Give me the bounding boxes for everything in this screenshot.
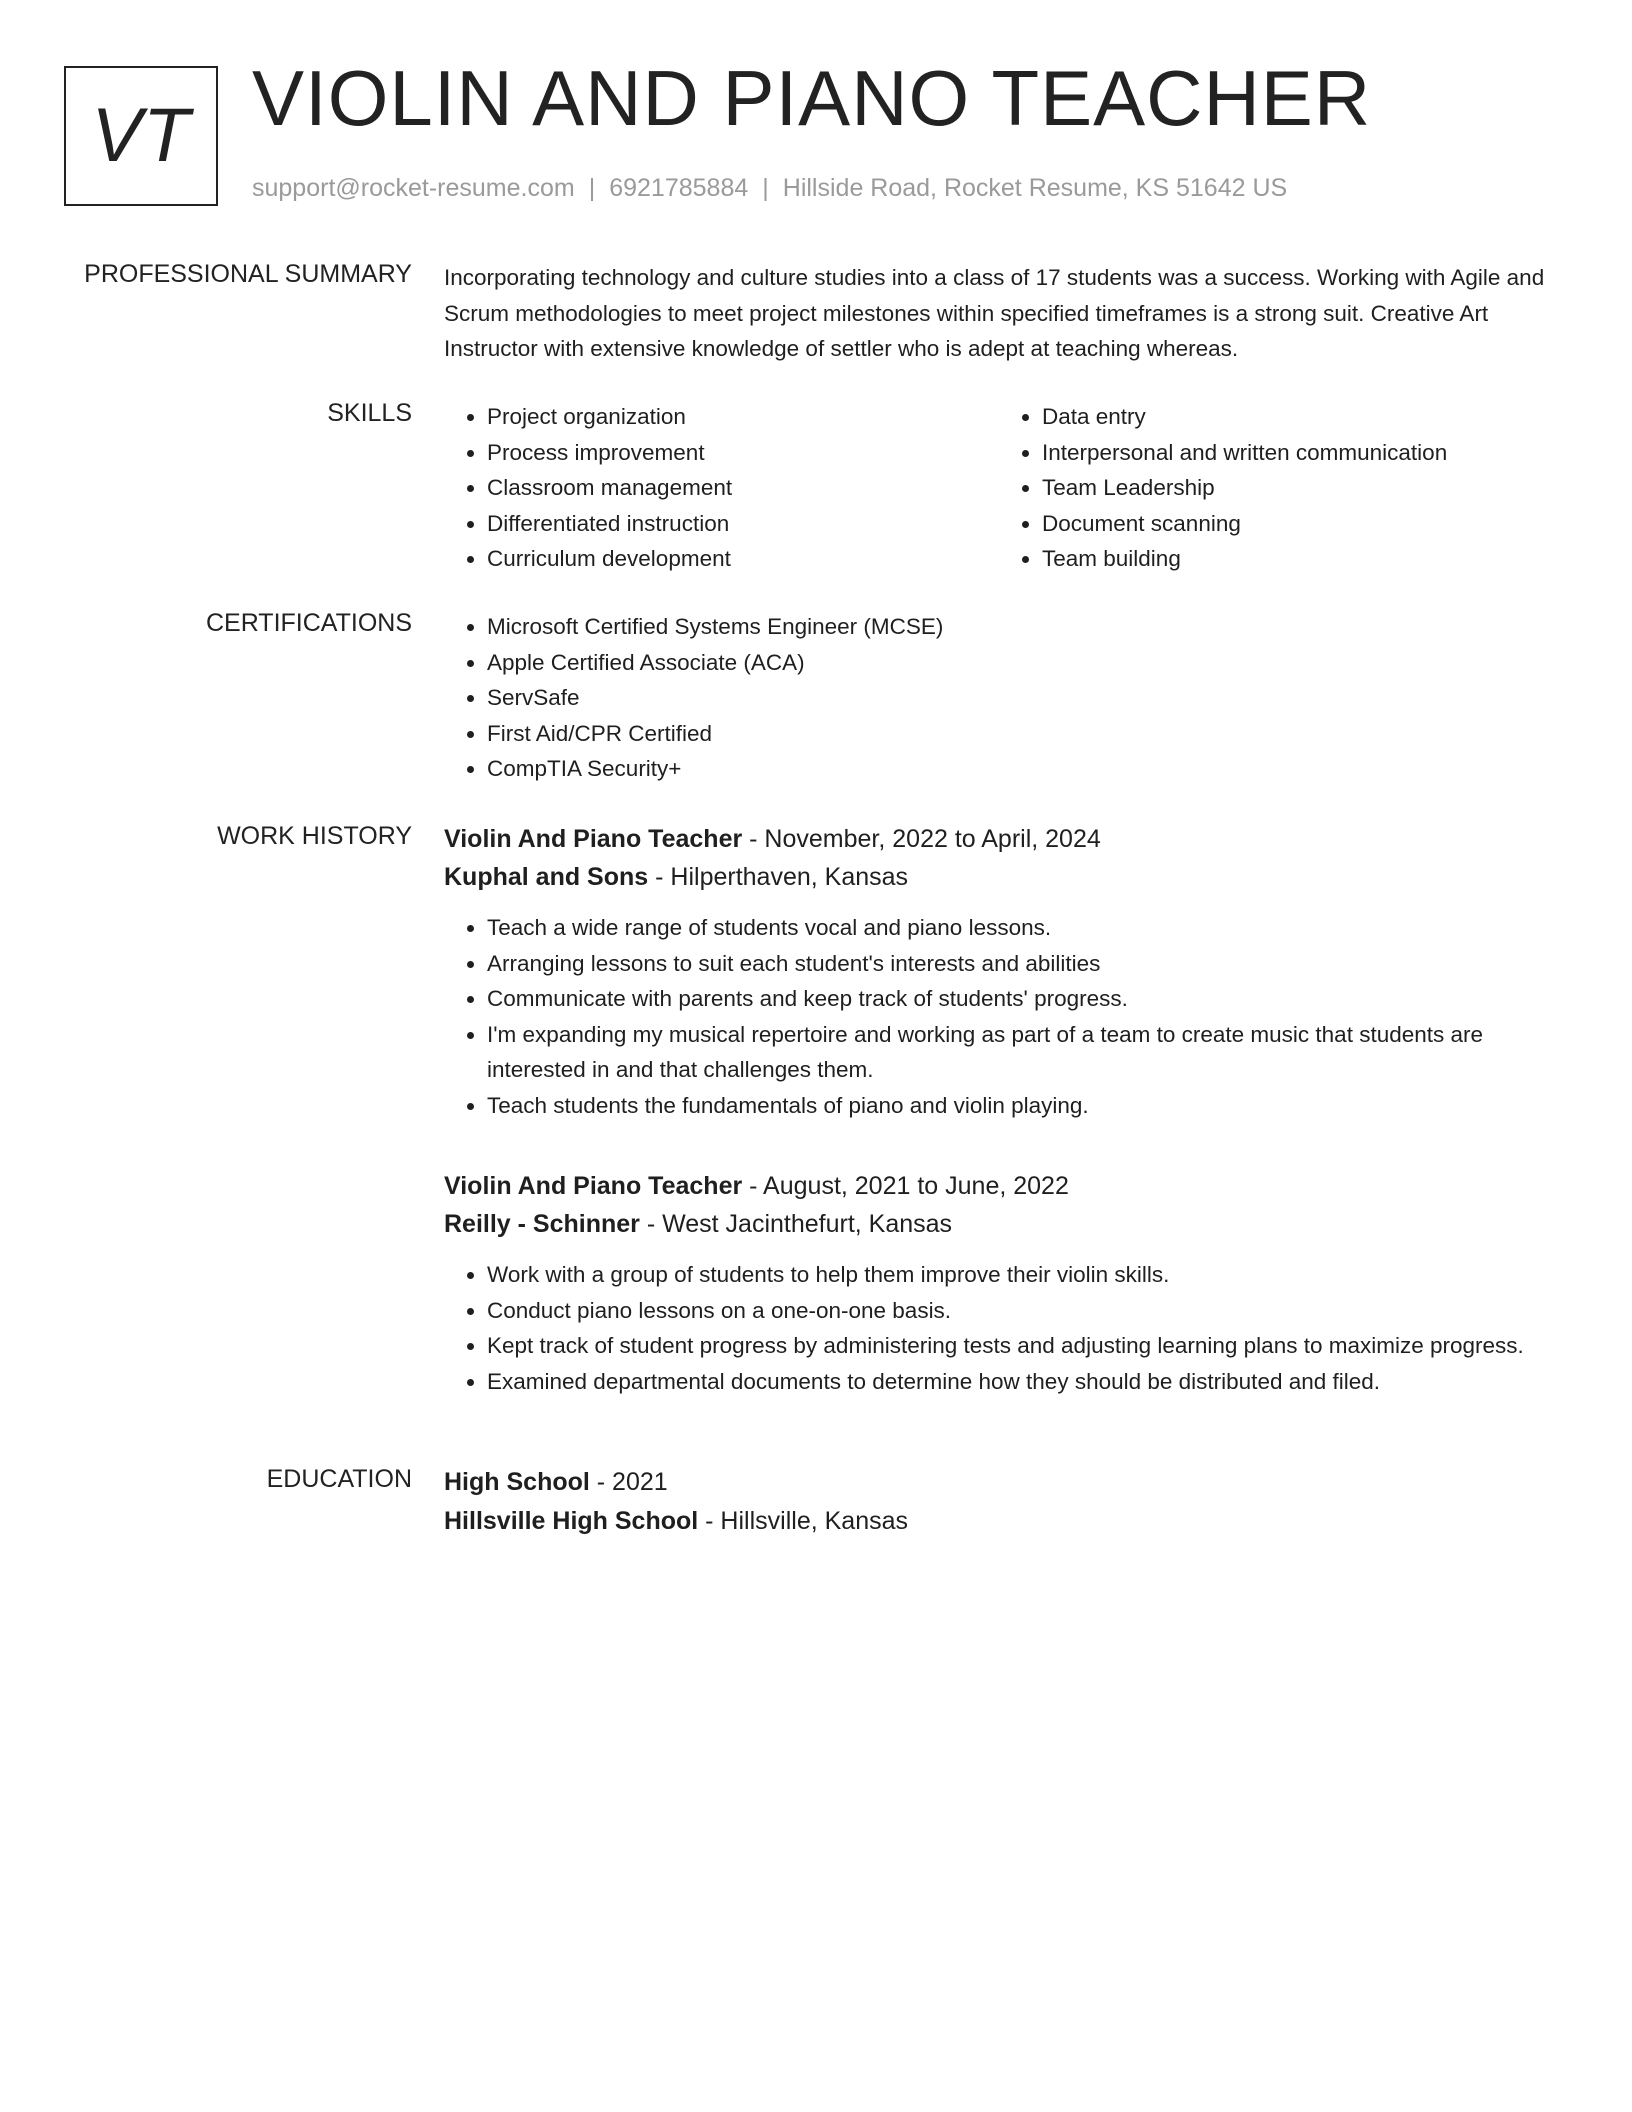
job-company: Kuphal and Sons — [444, 863, 649, 891]
job-bullet: • Communicate with parents and keep track of students' progress. — [487, 981, 1554, 1017]
job-dates: - November, 2022 to April, 2024 — [742, 825, 1101, 853]
skills-column-1 — [444, 399, 999, 577]
job-title: Violin And Piano Teacher — [444, 1172, 743, 1200]
job-bullet: • Teach students the fundamentals of piano and violin playing. — [487, 1088, 1554, 1124]
job-bullet: • Conduct piano lessons on a one-on-one basis. — [487, 1293, 1554, 1329]
section-label-education: EDUCATION — [266, 1465, 412, 1493]
job-company: Reilly - Schinner — [444, 1210, 640, 1238]
contact-phone[interactable]: 6921785884 — [609, 174, 749, 202]
skill-item: • Classroom management — [487, 470, 999, 506]
education-degree: High School — [444, 1468, 590, 1496]
certification-item: • Apple Certified Associate (ACA) — [487, 645, 1554, 681]
certification-item: • CompTIA Security+ — [487, 751, 1554, 787]
work-history-body — [444, 820, 1554, 1399]
skills-column-2 — [999, 399, 1554, 577]
job-bullet: • Kept track of student progress by administering tests and adjusting learning plans to maximize progress. — [487, 1328, 1554, 1364]
education-location: - Hillsville, Kansas — [698, 1507, 908, 1535]
job-location: - Hilperthaven, Kansas — [648, 863, 909, 891]
certification-item: • Microsoft Certified Systems Engineer (MCSE) — [487, 609, 1554, 645]
contact-line — [252, 173, 1287, 203]
skill-item: • Interpersonal and written communication — [1042, 435, 1554, 471]
skill-item: • Project organization — [487, 399, 999, 435]
skill-item: • Team Leadership — [1042, 470, 1554, 506]
monogram-initials: VT — [91, 93, 191, 178]
job-title: Violin And Piano Teacher — [444, 825, 743, 853]
skill-item: • Curriculum development — [487, 541, 999, 577]
skill-item: • Data entry — [1042, 399, 1554, 435]
section-label-work-history: WORK HISTORY — [217, 822, 412, 850]
resume-title: VIOLIN AND PIANO TEACHER — [252, 54, 1372, 142]
job-location: - West Jacinthefurt, Kansas — [639, 1210, 953, 1238]
monogram-logo — [64, 66, 218, 206]
skill-item: • Team building — [1042, 541, 1554, 577]
job-bullet: • Arranging lessons to suit each student's interests and abilities — [487, 946, 1554, 982]
education-year: - 2021 — [589, 1468, 668, 1496]
contact-separator: | — [588, 174, 596, 202]
job-bullet: • Examined departmental documents to determine how they should be distributed and filed. — [487, 1364, 1554, 1400]
certifications-list — [444, 609, 1554, 787]
job-bullet: • I'm expanding my musical repertoire and working as part of a team to create music that students are interested in and that challenges them. — [487, 1017, 1554, 1088]
education-school: Hillsville High School — [444, 1507, 699, 1535]
summary-body — [444, 260, 1554, 367]
job-bullet-list — [444, 1257, 1554, 1399]
job-dates: - August, 2021 to June, 2022 — [742, 1172, 1069, 1200]
skill-item: • Process improvement — [487, 435, 999, 471]
contact-separator: | — [762, 174, 769, 202]
job-bullet: • Teach a wide range of students vocal and piano lessons. — [487, 910, 1554, 946]
certification-item: • ServSafe — [487, 680, 1554, 716]
certifications-body — [444, 609, 1554, 787]
education-body — [444, 1463, 1554, 1541]
job-title-line — [444, 820, 1554, 858]
skills-body — [444, 399, 1554, 577]
skill-item: • Differentiated instruction — [487, 506, 999, 542]
summary-text: Incorporating technology and culture studies into a class of 17 students was a success. Working with Agile and Scrum methodologies to meet project milestones within specified timeframes is a strong suit. Creative Art Instructor with extensive knowledge of settler who is adept at teaching whereas. — [444, 265, 1545, 361]
job-company-line — [444, 1205, 1554, 1243]
contact-email[interactable]: support@rocket-resume.com — [252, 174, 575, 202]
contact-address: Hillside Road, Rocket Resume, KS 51642 US — [782, 174, 1288, 202]
section-label-certifications: CERTIFICATIONS — [205, 609, 412, 637]
job-entry — [444, 820, 1554, 1123]
job-bullet-list — [444, 910, 1554, 1123]
job-bullet: • Work with a group of students to help them improve their violin skills. — [487, 1257, 1554, 1293]
job-entry — [444, 1167, 1554, 1399]
skill-item: • Document scanning — [1042, 506, 1554, 542]
education-school-line — [444, 1502, 1554, 1541]
section-label-summary: PROFESSIONAL SUMMARY — [84, 260, 412, 288]
section-label-skills: SKILLS — [327, 399, 412, 427]
job-title-line — [444, 1167, 1554, 1205]
education-degree-line — [444, 1463, 1554, 1502]
job-company-line — [444, 858, 1554, 896]
certification-item: • First Aid/CPR Certified — [487, 716, 1554, 752]
